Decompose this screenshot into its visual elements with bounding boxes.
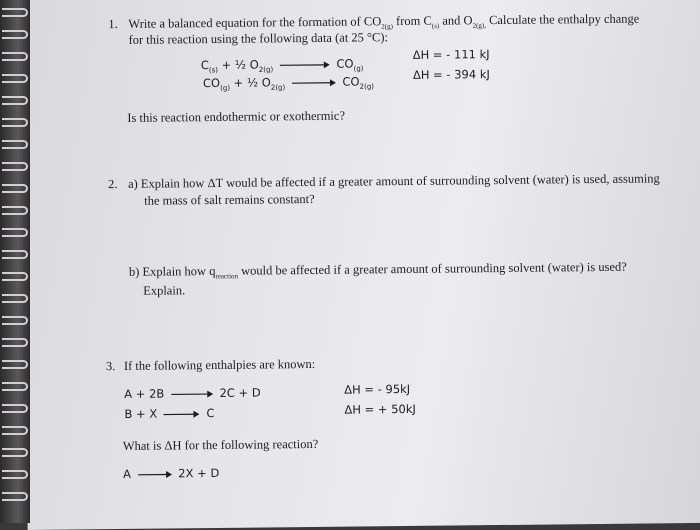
binding-ring [2, 30, 28, 39]
binding-ring [2, 52, 28, 61]
q1-question: Is this reaction endothermic or exothermic? [127, 109, 345, 126]
spiral-binding [0, 0, 30, 523]
q3-number: 3. [106, 359, 116, 374]
binding-ring [2, 228, 28, 237]
binding-ring [2, 118, 28, 127]
binding-ring [2, 404, 28, 413]
reaction-arrow-icon [280, 60, 330, 69]
binding-ring [2, 294, 28, 303]
binding-ring [2, 206, 28, 215]
q2-part-a-line2: the mass of salt remains constant? [144, 192, 315, 209]
q3-question: What is ΔH for the following reaction? [123, 437, 319, 454]
q3-equation-2-enthalpy: ΔH = + 50kJ [344, 402, 416, 417]
binding-ring [2, 74, 28, 83]
binding-ring [2, 8, 28, 17]
reaction-arrow-icon [164, 410, 200, 418]
binding-ring [2, 316, 28, 325]
binding-ring [2, 492, 28, 501]
reaction-arrow-icon [138, 470, 172, 478]
q2-part-b-line2: Explain. [143, 283, 185, 298]
q1-equation-1: $C_{(s)}$ + ½ $O_{2(g)}$ $CO_{(g)}$ [201, 56, 364, 74]
q3-target-reaction: A 2X + D [123, 466, 219, 481]
q1-equation-1-enthalpy: ΔH = - 111 kJ [413, 47, 490, 62]
q1-equation-2: $CO_{(g)}$ + ½ $O_{2(g)}$ $CO_{2(g)}$ [203, 74, 374, 92]
q1-prompt-line2: for this reaction using the following data (at 25 °C): [128, 30, 388, 48]
binding-ring [2, 360, 28, 369]
binding-ring [2, 140, 28, 149]
binding-ring [2, 448, 28, 457]
q3-equation-2: B + X C [124, 406, 214, 421]
worksheet-page [22, 0, 700, 530]
binding-ring [2, 426, 28, 435]
binding-ring [2, 250, 28, 259]
q2-part-a-line1: a) Explain how ΔT would be affected if a greater amount of surrounding solvent (water) is used, assuming [128, 171, 660, 192]
reaction-arrow-icon [171, 390, 213, 398]
q1-prompt-line1: Write a balanced equation for the formation of $CO_{2(g)}$ from $C_{(s)}$ and $O_{2(g),}$ Calculate the enthalpy change [128, 12, 639, 34]
binding-ring [2, 272, 28, 281]
binding-ring [2, 162, 28, 171]
reaction-arrow-icon [292, 78, 336, 86]
q2-number: 2. [108, 177, 118, 192]
q3-prompt: If the following enthalpies are known: [124, 357, 315, 374]
q3-equation-1-enthalpy: ΔH = - 95kJ [344, 382, 410, 397]
q1-equation-2-enthalpy: ΔH = - 394 kJ [413, 67, 490, 82]
binding-ring [2, 184, 28, 193]
q1-number: 1. [108, 17, 118, 32]
binding-ring [2, 470, 28, 479]
q3-equation-1: A + 2B 2C + D [124, 386, 261, 401]
q2-part-b-line1: b) Explain how $q_{reaction}$ would be affected if a greater amount of surrounding solvent (water) is used? [129, 260, 627, 282]
binding-ring [2, 382, 28, 391]
binding-ring [2, 96, 28, 105]
binding-ring [2, 338, 28, 347]
